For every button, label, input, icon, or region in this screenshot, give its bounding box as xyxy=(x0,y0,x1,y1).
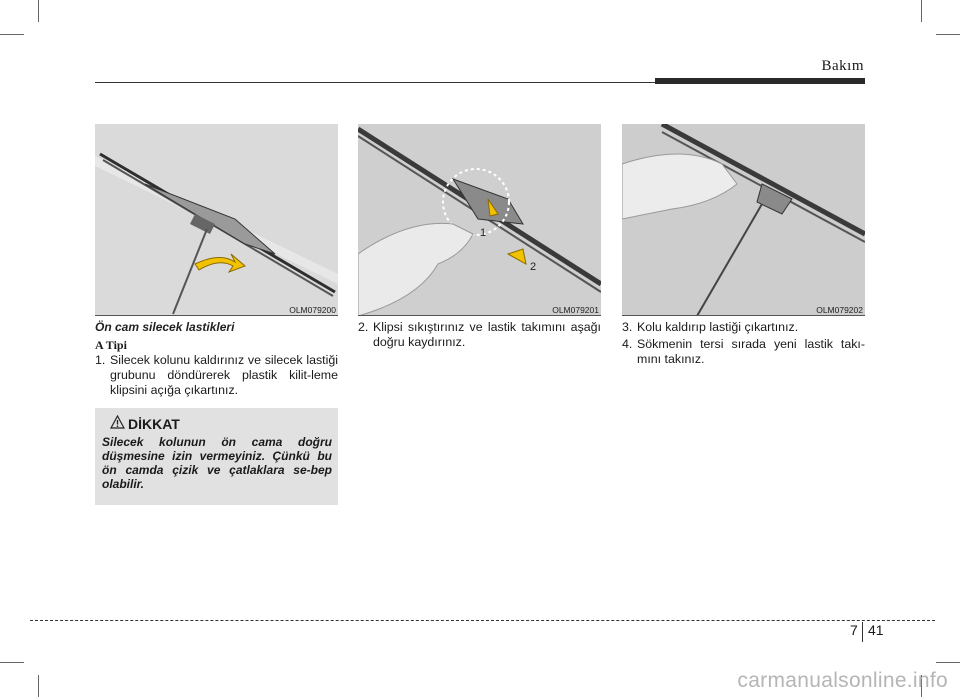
crop-mark xyxy=(0,662,24,663)
step-1 xyxy=(95,353,338,398)
crop-mark xyxy=(936,662,960,663)
step-4 xyxy=(622,337,865,367)
warning-box xyxy=(95,408,338,505)
figure-frame xyxy=(358,315,601,316)
clip-press-illustration xyxy=(358,124,601,316)
chapter-number: 7 xyxy=(850,622,858,638)
step-number: 1. xyxy=(95,353,106,367)
page-header-title: Bakım xyxy=(821,58,864,74)
figure-code: OLM079200 xyxy=(289,305,336,315)
figure-code: OLM079201 xyxy=(552,305,599,315)
header-rule xyxy=(95,82,655,83)
step-3 xyxy=(622,320,865,335)
step-text: Silecek kolunu kaldırınız ve silecek lastiği grubunu döndürerek plastik kilit-leme klipsini açığa çıkartınız. xyxy=(110,353,338,397)
crop-mark xyxy=(921,0,922,22)
figure-frame xyxy=(95,315,338,316)
warning-triangle-icon xyxy=(110,415,125,429)
watermark: carmanualsonline.info xyxy=(737,669,948,692)
callout-1: 1 xyxy=(480,227,487,239)
figure-blade-remove xyxy=(622,124,865,316)
crop-mark xyxy=(38,0,39,22)
crop-mark xyxy=(38,675,39,697)
wiper-blade-illustration xyxy=(95,124,338,316)
warning-title: DİKKAT xyxy=(128,416,180,432)
step-number: 2. xyxy=(358,320,369,334)
step-text: Kolu kaldırıp lastiği çıkartınız. xyxy=(637,320,799,334)
header-bar xyxy=(655,78,865,84)
figure-clip-press xyxy=(358,124,601,316)
step-text: Klipsi sıkıştırınız ve lastik takımını aşağı doğru kaydırınız. xyxy=(373,320,601,349)
warning-text: Silecek kolunun ön cama doğru düşmesine izin vermeyiniz. Çünkü bu ön camda çizik ve çatlaklara se-bep olabilir. xyxy=(102,435,332,491)
callout-2: 2 xyxy=(530,261,537,273)
step-2 xyxy=(358,320,601,350)
figure-wiper-rotate xyxy=(95,124,338,316)
figure-code: OLM079202 xyxy=(816,305,863,315)
page-number: 41 xyxy=(868,622,884,638)
page-number-separator xyxy=(862,622,863,642)
step-number: 4. xyxy=(622,337,633,351)
step-number: 3. xyxy=(622,320,633,334)
section-title: Ön cam silecek lastikleri xyxy=(95,320,235,334)
blade-remove-illustration xyxy=(622,124,865,316)
footer-rule xyxy=(30,620,935,621)
crop-mark xyxy=(0,34,24,35)
crop-mark xyxy=(936,34,960,35)
step-text: Sökmenin tersi sırada yeni lastik takı-mını takınız. xyxy=(637,337,865,366)
type-label: A Tipi xyxy=(95,338,127,352)
figure-frame xyxy=(622,315,865,316)
